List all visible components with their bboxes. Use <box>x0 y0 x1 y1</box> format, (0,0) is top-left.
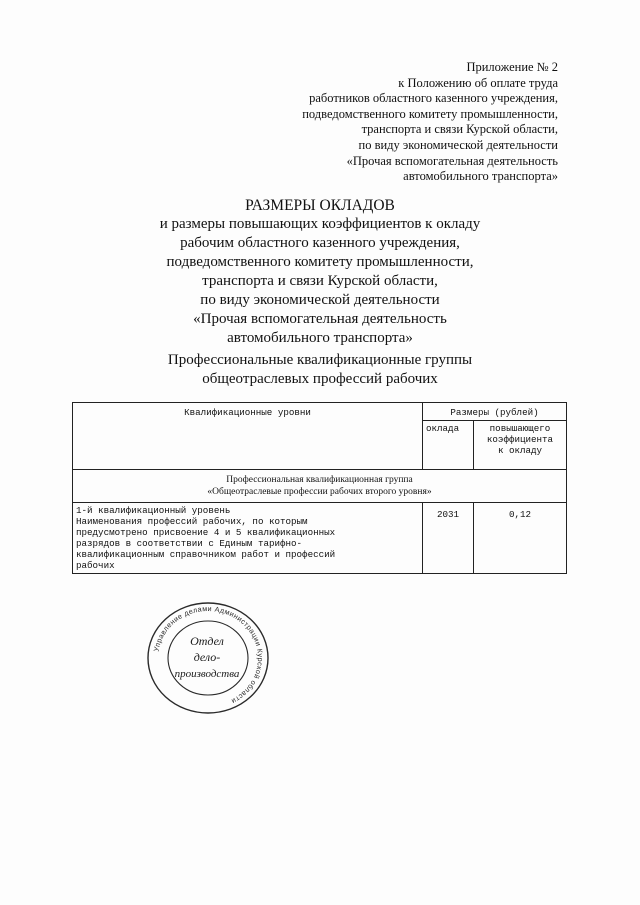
level-line: разрядов в соответствии с Единым тарифно- <box>76 538 303 549</box>
title-line: по виду экономической деятельности <box>200 292 440 308</box>
office-stamp <box>143 601 273 716</box>
appendix-line: автомобильного транспорта» <box>403 169 558 184</box>
appendix-header <box>238 60 558 185</box>
subtitle-line: общеотраслевых профессий рабочих <box>202 370 438 387</box>
group-title-line: Профессиональная квалификационная группа <box>226 475 413 485</box>
header-coefficient-line: повышающего <box>489 423 551 434</box>
salary-table <box>72 402 567 574</box>
level-line: Наименования профессий рабочих, по которым <box>76 516 308 527</box>
appendix-line: работников областного казенного учреждения, <box>309 91 558 106</box>
stamp-ring-text: Управление делами Администрации Курской области <box>151 603 266 707</box>
header-coefficient-line: к окладу <box>497 445 543 456</box>
appendix-line: «Прочая вспомогательная деятельность <box>346 153 558 168</box>
salary-cell: 2031 <box>423 503 474 574</box>
stamp-center-line: дело- <box>193 650 221 664</box>
appendix-line: Приложение № 2 <box>466 60 558 74</box>
header-levels: Квалификационные уровни <box>73 403 423 470</box>
title-line: «Прочая вспомогательная деятельность <box>193 311 447 327</box>
title-line: и размеры повышающих коэффициентов к окладу <box>159 216 481 232</box>
stamp-center-line: производства <box>174 668 240 680</box>
level-line: квалификационным справочником работ и профессий <box>76 549 336 560</box>
coefficient-cell: 0,12 <box>474 503 567 574</box>
section-subtitle <box>120 351 520 388</box>
group-row <box>73 470 567 503</box>
title-line: автомобильного транспорта» <box>227 330 413 346</box>
level-line: 1-й квалификационный уровень <box>76 505 231 516</box>
title-line: транспорта и связи Курской области, <box>202 273 438 289</box>
stamp-center-line: Отдел <box>190 634 224 648</box>
level-cell <box>73 503 423 574</box>
appendix-line: подведомственного комитету промышленности, <box>302 106 558 121</box>
appendix-line: по виду экономической деятельности <box>358 137 558 152</box>
group-title <box>73 470 567 503</box>
table-row <box>73 503 567 574</box>
level-line: предусмотрено присвоение 4 и 5 квалификационных <box>76 527 336 538</box>
header-coefficient <box>474 421 567 470</box>
header-coefficient-line: коэффициента <box>486 434 554 445</box>
title-main: РАЗМЕРЫ ОКЛАДОВ <box>245 197 395 214</box>
appendix-line: к Положению об оплате труда <box>398 75 558 90</box>
document-title <box>110 196 530 348</box>
level-line: рабочих <box>76 560 115 571</box>
title-line: подведомственного комитету промышленности, <box>166 254 474 270</box>
header-salary: оклада <box>423 421 474 470</box>
title-line: рабочим областного казенного учреждения, <box>180 235 460 251</box>
appendix-line: транспорта и связи Курской области, <box>361 122 558 137</box>
subtitle-line: Профессиональные квалификационные группы <box>167 352 473 368</box>
header-sizes: Размеры (рублей) <box>423 403 567 421</box>
table-header-row <box>73 403 567 421</box>
group-title-line: «Общеотраслевые профессии рабочих второго уровня» <box>207 487 432 497</box>
